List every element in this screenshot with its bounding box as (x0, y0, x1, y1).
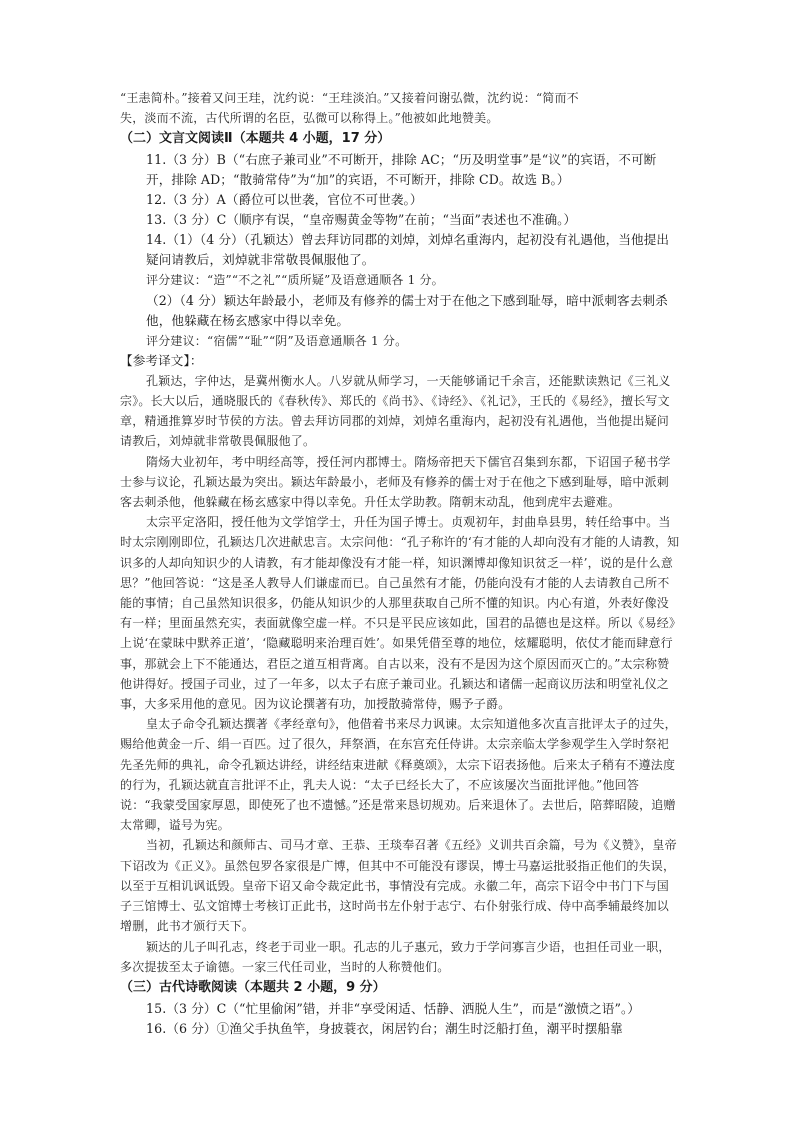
section-heading-poetry: （三）古代诗歌阅读（本题共 2 小题，9 分） (120, 979, 386, 995)
document-page (120, 88, 680, 1039)
translation-paragraph: 隋炀大业初年，考中明经高等，授任河内郡博士。隋炀帝把天下儒官召集到东都，下诏国子秘书学士参与议论，孔颖达最为突出。颖达年龄最小，老师及有修养的儒士对于在他之下感到耻辱，暗中派刺客去刺杀他，他躲藏在杨玄感家中得以幸免。升任太学助教。隋朝末动乱，他到虎牢去避难。 (120, 454, 671, 510)
scoring-note-q14-1: 评分建议：“造”“不之礼”“质所疑”及语意通顺各 1 分。 (146, 273, 444, 288)
answer-q14-2: （2）（4 分）颖达年龄最小，老师及有修养的儒士对于在他之下感到耻辱，暗中派刺客去刺杀他，他躲藏在杨玄感家中得以幸免。 (146, 292, 668, 328)
answer-q11: 11.（3 分）B（“右庶子兼司业”不可断开，排除 AC；“历及明堂事”是“议”的宾语，不可断开，排除 AD；“散骑常侍”为“加”的宾语，不可断开，排除 CD。故选 B。） (146, 152, 657, 188)
translation-paragraph: 当初，孔颖达和颜师古、司马才章、王恭、王琰奉召著《五经》义训共百余篇，号为《义赞》，皇帝下诏改为《正义》。虽然包罗各家很是广博，但其中不可能没有谬误，博士马嘉运批驳指正他们的失误，以至于互相讥讽诋毁。皇帝下诏又命令裁定此书，事情没有完成。永徽二年，高宗下诏令中书门下与国子三馆博士、弘文馆博士考核订正此书，这时尚书左仆射于志宁、右仆射张行成、侍中高季辅最终加以增删，此书才颁行天下。 (120, 838, 677, 934)
answer-q16: 16.（6 分）①渔父手执鱼竿，身披蓑衣，闲居钓台；潮生时泛船打鱼，潮平时摆船靠 (146, 1020, 623, 1036)
reference-translation-label: 【参考译文】： (120, 352, 203, 368)
answer-q12: 12.（3 分）A（爵位可以世袭，官位不可世袭。） (146, 192, 423, 208)
answer-q14-1: 14.（1）（4 分）（孔颖达）曾去拜访同郡的刘焯，刘焯名重海内，起初没有礼遇他，当他提出疑问请教后，刘焯就非常敬畏佩服他了。 (146, 232, 670, 268)
answer-q15: 15.（3 分）C（“忙里偷闲”错，并非“享受闲适、恬静、洒脱人生”，而是“激愤之语”。） (146, 1000, 641, 1016)
answer-q13: 13.（3 分）C（顺序有误，“皇帝赐黄金等物”在前；“当面”表述也不准确。） (146, 212, 577, 228)
section-heading-classical-2: （二）文言文阅读Ⅱ（本题共 4 小题，17 分） (120, 131, 391, 147)
translation-paragraph: 颖达的儿子叫孔志，终老于司业一职。孔志的儿子惠元，致力于学问寡言少语，也担任司业一职，多次提拔至太子谕德。一家三代任司业，当时的人称赞他们。 (120, 939, 671, 974)
intro-line-2: 失，淡而不流，古代所谓的名臣，弘微可以称得上。”他被如此地赞美。 (120, 111, 499, 126)
scoring-note-q14-2: 评分建议：“宿儒”“耻”“阴”及语意通顺各 1 分。 (146, 333, 408, 348)
translation-paragraph: 皇太子命令孔颖达撰著《孝经章句》，他借着书来尽力讽谏。太宗知道他多次直言批评太子的过失，赐给他黄金一斤、绢一百匹。过了很久，拜祭酒，在东宫充任侍讲。太宗亲临太学参观学生入学时祭祀先圣先师的典礼，命令孔颖达讲经，讲经结束进献《释奠颂》，太宗下诏表扬他。后来太子稍有不遵法度的行为，孔颖达就直言批评不止，乳夫人说：“太子已经长大了，不应该屡次当面批评他。”他回答说：“我蒙受国家厚恩，即使死了也不遗憾。”还是常来恳切规劝。后来退休了。去世后，陪葬昭陵，追赠太常卿，谥号为宪。 (120, 717, 677, 833)
intro-line-1: “王恚简朴。”接着又问王珪，沈约说：“王珪淡泊。”又接着问谢弘微，沈约说：“简而不 (120, 91, 579, 105)
translation-paragraph: 孔颖达，字仲达，是冀州衡水人。八岁就从师学习，一天能够诵记千余言，还能默读熟记《三礼义宗》。长大以后，通晓服氏的《春秋传》、郑氏的《尚书》、《诗经》、《礼记》，王氏的《易经》，擅长写文章，精通推算岁时节侯的方法。曾去拜访同郡的刘焯，刘焯名重海内，起初没有礼遇他，当他提出疑问请教后，刘焯就非常敬畏佩服他了。 (120, 373, 671, 449)
translation-paragraph: 太宗平定洛阳，授任他为文学馆学士，升任为国子博士。贞观初年，封曲阜县男，转任给事中。当时太宗刚刚即位，孔颖达几次进献忠言。太宗问他：“孔子称许的‘有才能的人却向没有才能的人请教，知识多的人却向知识少的人请教，有才能却像没有才能一样，知识渊博却像知识贫乏一样’，说的是什么意思？”他回答说：“这是圣人教导人们谦虚而已。自己虽然有才能，仍能向没有才能的人去请教自己所不能的事情；自己虽然知识很多，仍能从知识少的人那里获取自己所不懂的知识。内心有道，外表好像没有一样；里面虽然充实，表面就像空虚一样。不只是平民应该如此，国君的品德也是这样。所以《易经》上说‘在蒙昧中默养正道’，‘隐藏聪明来治理百姓’。如果凭借至尊的地位，炫耀聪明，依仗才能而肆意行事，那就会上下不能通达，君臣之道互相背离。自古以来，没有不是因为这个原因而灭亡的。”太宗称赞他讲得好。授国子司业，过了一年多，以太子右庶子兼司业。孔颖达和诸儒一起商议历法和明堂礼仪之事，大多采用他的意见。因为议论撰著有功，加授散骑常侍，赐予子爵。 (120, 515, 680, 712)
